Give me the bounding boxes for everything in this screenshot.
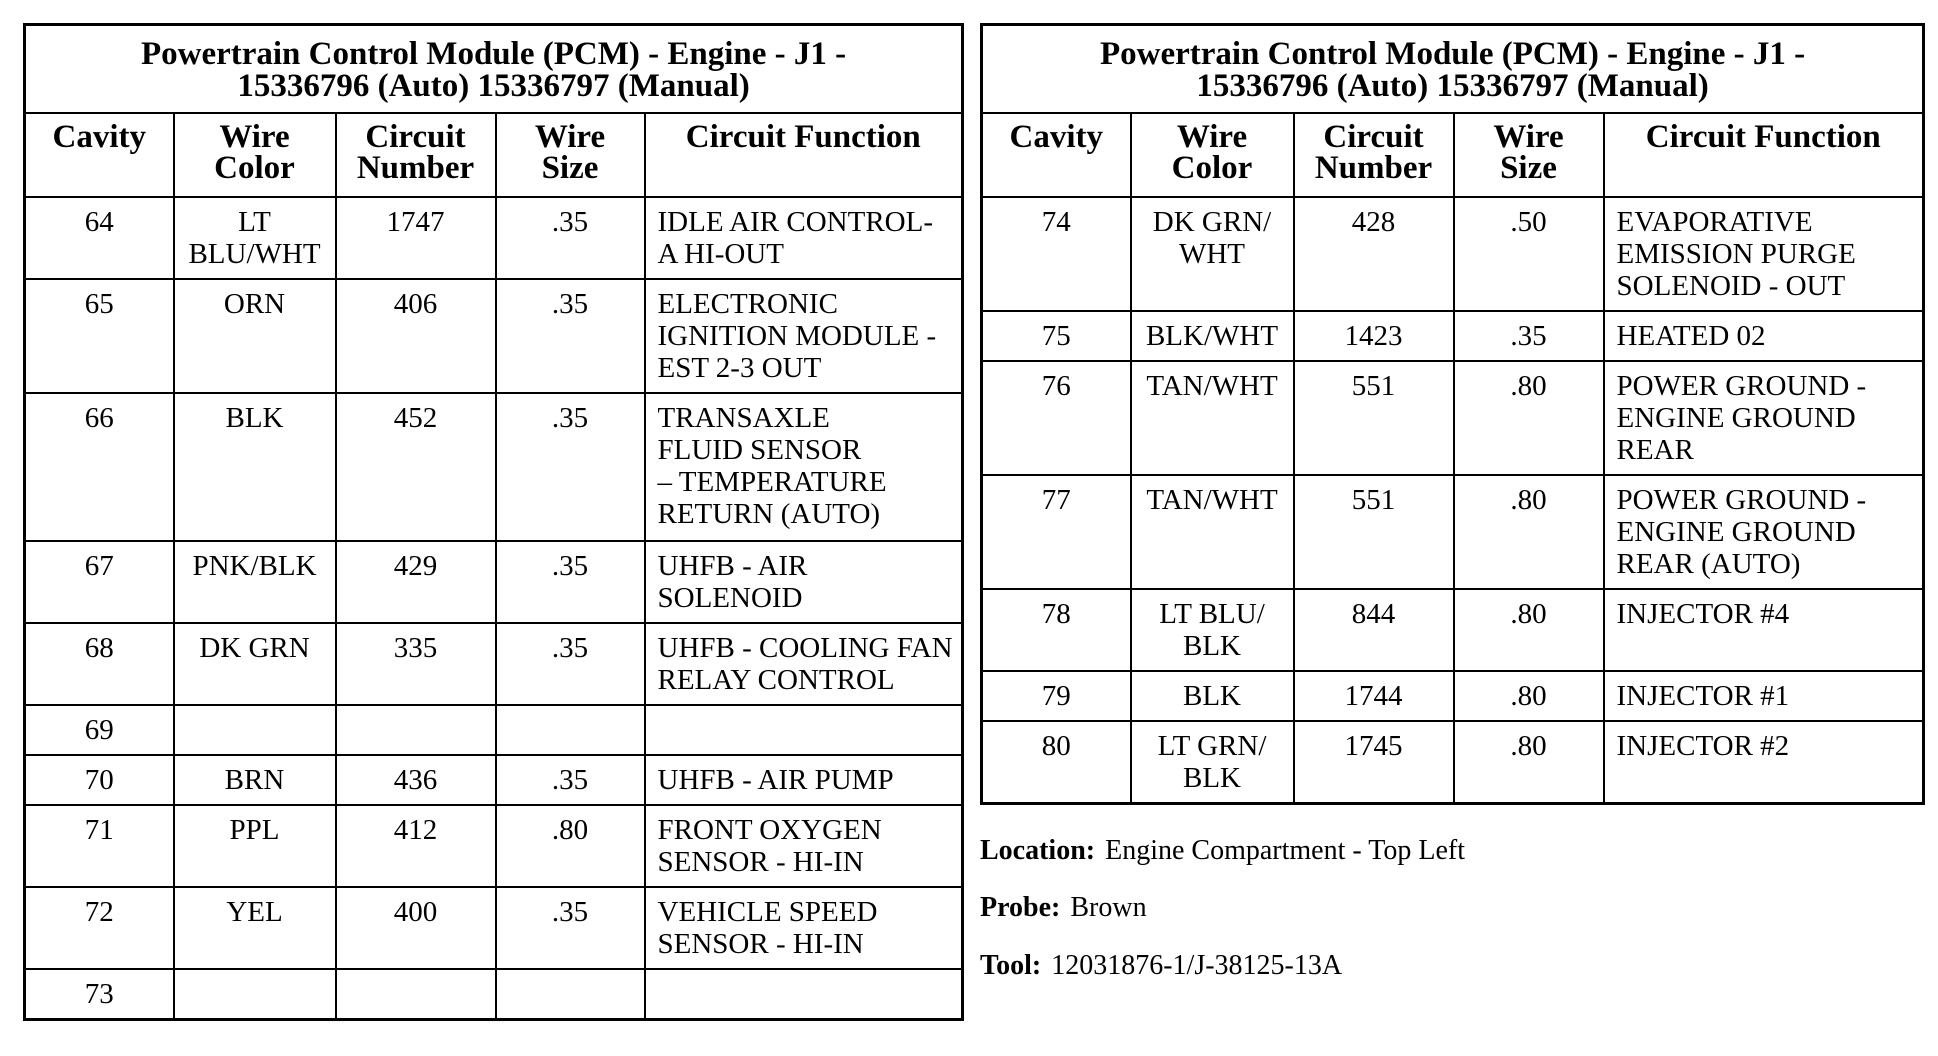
wire-size-cell: .80 <box>1454 361 1604 475</box>
circuit-number-cell: 400 <box>336 887 496 969</box>
circuit-number-cell: 452 <box>336 393 496 541</box>
cavity-cell: 74 <box>982 197 1131 311</box>
circuit-function-cell: POWER GROUND - ENGINE GROUND REAR (AUTO) <box>1604 475 1924 589</box>
wire-size-cell: .80 <box>1454 721 1604 803</box>
pcm-connector-table-left <box>23 23 964 1021</box>
wire-size-cell: .35 <box>496 541 645 623</box>
circuit-function-cell: UHFB - COOLING FAN RELAY CONTROL <box>645 623 963 705</box>
wire-size-cell: .35 <box>496 393 645 541</box>
table-row <box>25 393 963 541</box>
cavity-cell: 72 <box>25 887 174 969</box>
circuit-number-cell: 335 <box>336 623 496 705</box>
circuit-number-cell: 429 <box>336 541 496 623</box>
wire-color-cell: ORN <box>174 279 336 393</box>
circuit-function-cell: INJECTOR #1 <box>1604 671 1924 721</box>
circuit-number-cell: 428 <box>1294 197 1454 311</box>
cavity-cell: 79 <box>982 671 1131 721</box>
wire-size-cell: .80 <box>1454 475 1604 589</box>
column-header-wire-size: Wire Size <box>496 113 645 197</box>
table-row <box>25 805 963 887</box>
wire-color-cell <box>174 969 336 1019</box>
circuit-number-cell: 551 <box>1294 475 1454 589</box>
wire-color-cell: LT BLU/ BLK <box>1131 589 1294 671</box>
circuit-function-cell: TRANSAXLE FLUID SENSOR – TEMPERATURE RETURN (AUTO) <box>645 393 963 541</box>
cavity-cell: 70 <box>25 755 174 805</box>
circuit-number-cell: 412 <box>336 805 496 887</box>
table-row <box>25 279 963 393</box>
cavity-cell: 71 <box>25 805 174 887</box>
location-label: Location: <box>980 835 1096 866</box>
table-row <box>25 623 963 705</box>
column-header-circuit-number: Circuit Number <box>336 113 496 197</box>
probe-label: Probe: <box>980 892 1061 923</box>
cavity-cell: 80 <box>982 721 1131 803</box>
wire-size-cell: .35 <box>496 887 645 969</box>
circuit-function-cell: UHFB - AIR SOLENOID <box>645 541 963 623</box>
location-value: Engine Compartment - Top Left <box>1105 835 1465 866</box>
circuit-number-cell: 436 <box>336 755 496 805</box>
wire-size-cell: .80 <box>496 805 645 887</box>
table-title: Powertrain Control Module (PCM) - Engine - J1 - 15336796 (Auto) 15336797 (Manual) <box>25 25 963 114</box>
cavity-cell: 66 <box>25 393 174 541</box>
cavity-cell: 73 <box>25 969 174 1019</box>
column-header-cavity: Cavity <box>25 113 174 197</box>
connector-probe <box>980 892 1147 924</box>
cavity-cell: 65 <box>25 279 174 393</box>
wire-size-cell: .80 <box>1454 589 1604 671</box>
table-row <box>982 197 1924 311</box>
column-header-circuit-number: Circuit Number <box>1294 113 1454 197</box>
circuit-number-cell <box>336 705 496 755</box>
wire-size-cell: .35 <box>496 197 645 279</box>
wire-size-cell <box>496 969 645 1019</box>
cavity-cell: 67 <box>25 541 174 623</box>
wire-size-cell: .35 <box>496 755 645 805</box>
table-row <box>982 361 1924 475</box>
cavity-cell: 78 <box>982 589 1131 671</box>
wire-color-cell: BRN <box>174 755 336 805</box>
column-header-wire-color: Wire Color <box>174 113 336 197</box>
wire-color-cell: BLK <box>1131 671 1294 721</box>
cavity-cell: 69 <box>25 705 174 755</box>
cavity-cell: 75 <box>982 311 1131 361</box>
table-row <box>25 541 963 623</box>
tool-value: 12031876-1/J-38125-13A <box>1051 950 1343 981</box>
wire-color-cell: TAN/WHT <box>1131 361 1294 475</box>
table-row <box>982 671 1924 721</box>
circuit-number-cell: 406 <box>336 279 496 393</box>
wire-color-cell: YEL <box>174 887 336 969</box>
connector-location <box>980 835 1465 867</box>
circuit-function-cell: EVAPORATIVE EMISSION PURGE SOLENOID - OUT <box>1604 197 1924 311</box>
wire-color-cell: BLK/WHT <box>1131 311 1294 361</box>
column-header-cavity: Cavity <box>982 113 1131 197</box>
column-header-wire-color: Wire Color <box>1131 113 1294 197</box>
column-header-wire-size: Wire Size <box>1454 113 1604 197</box>
wire-size-cell: .80 <box>1454 671 1604 721</box>
circuit-function-cell: HEATED 02 <box>1604 311 1924 361</box>
circuit-function-cell: ELECTRONIC IGNITION MODULE - EST 2-3 OUT <box>645 279 963 393</box>
wire-size-cell: .50 <box>1454 197 1604 311</box>
wire-color-cell: DK GRN <box>174 623 336 705</box>
table-row <box>25 755 963 805</box>
wire-size-cell: .35 <box>496 279 645 393</box>
circuit-function-cell: INJECTOR #4 <box>1604 589 1924 671</box>
circuit-number-cell: 1423 <box>1294 311 1454 361</box>
circuit-function-cell: INJECTOR #2 <box>1604 721 1924 803</box>
pcm-connector-table-right <box>980 23 1925 805</box>
probe-value: Brown <box>1070 892 1147 923</box>
table-row <box>25 969 963 1019</box>
wire-size-cell <box>496 705 645 755</box>
wire-color-cell <box>174 705 336 755</box>
circuit-number-cell: 551 <box>1294 361 1454 475</box>
wire-color-cell: PNK/BLK <box>174 541 336 623</box>
table-row <box>982 589 1924 671</box>
wire-color-cell: LT BLU/WHT <box>174 197 336 279</box>
connector-tool <box>980 950 1342 982</box>
circuit-number-cell: 1744 <box>1294 671 1454 721</box>
circuit-function-cell <box>645 969 963 1019</box>
wire-size-cell: .35 <box>496 623 645 705</box>
table-title: Powertrain Control Module (PCM) - Engine - J1 - 15336796 (Auto) 15336797 (Manual) <box>982 25 1924 114</box>
wire-color-cell: DK GRN/ WHT <box>1131 197 1294 311</box>
circuit-function-cell: IDLE AIR CONTROL- A HI-OUT <box>645 197 963 279</box>
circuit-function-cell: VEHICLE SPEED SENSOR - HI-IN <box>645 887 963 969</box>
table-row <box>982 475 1924 589</box>
wire-color-cell: LT GRN/ BLK <box>1131 721 1294 803</box>
table-row <box>25 705 963 755</box>
tool-label: Tool: <box>980 950 1042 981</box>
table-row <box>982 311 1924 361</box>
circuit-number-cell <box>336 969 496 1019</box>
table-row <box>25 887 963 969</box>
circuit-function-cell: POWER GROUND - ENGINE GROUND REAR <box>1604 361 1924 475</box>
wire-color-cell: TAN/WHT <box>1131 475 1294 589</box>
cavity-cell: 68 <box>25 623 174 705</box>
cavity-cell: 76 <box>982 361 1131 475</box>
circuit-number-cell: 844 <box>1294 589 1454 671</box>
circuit-number-cell: 1745 <box>1294 721 1454 803</box>
table-row <box>982 721 1924 803</box>
wire-color-cell: BLK <box>174 393 336 541</box>
wire-color-cell: PPL <box>174 805 336 887</box>
circuit-number-cell: 1747 <box>336 197 496 279</box>
circuit-function-cell <box>645 705 963 755</box>
table-row <box>25 197 963 279</box>
circuit-function-cell: FRONT OXYGEN SENSOR - HI-IN <box>645 805 963 887</box>
cavity-cell: 77 <box>982 475 1131 589</box>
cavity-cell: 64 <box>25 197 174 279</box>
column-header-circuit-function: Circuit Function <box>1604 113 1924 197</box>
wire-size-cell: .35 <box>1454 311 1604 361</box>
circuit-function-cell: UHFB - AIR PUMP <box>645 755 963 805</box>
column-header-circuit-function: Circuit Function <box>645 113 963 197</box>
